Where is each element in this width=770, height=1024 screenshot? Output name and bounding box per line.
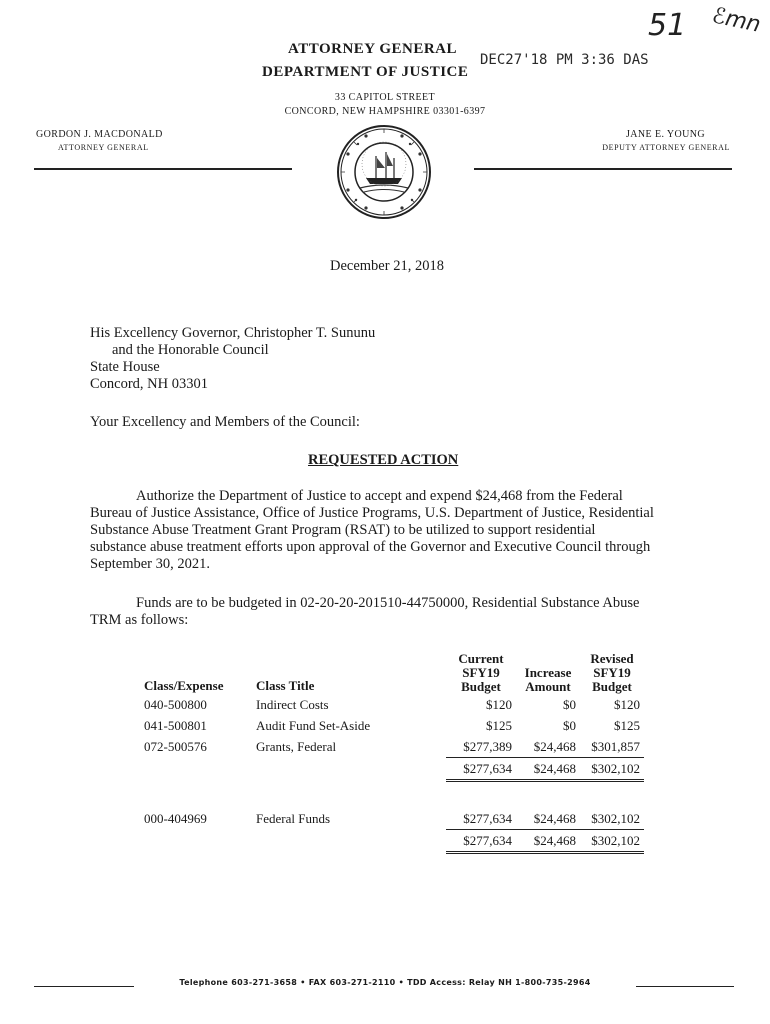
paragraph1-line: Bureau of Justice Assistance, Office of Justice Programs, U.S. Department of Justice, Residential — [90, 505, 654, 521]
table-row: 000-404969 Federal Funds $277,634 $24,468 $302,102 — [140, 808, 644, 830]
revenue-total-revised: $302,102 — [580, 830, 644, 853]
paragraph2-line: Funds are to be budgeted in 02-20-20-201510-44750000, Residential Substance Abuse — [136, 595, 640, 611]
address-line: and the Honorable Council — [112, 342, 269, 358]
paragraph2-line: TRM as follows: — [90, 612, 189, 628]
state-seal-icon — [336, 124, 432, 220]
revenue-total-current: $277,634 — [446, 830, 516, 853]
expense-total-revised: $302,102 — [580, 758, 644, 781]
expense-total-row — [140, 758, 644, 781]
header-revised: Revised SFY19 Budget — [590, 651, 634, 694]
table-row: 040-500800 Indirect Costs $120 $0 $120 — [144, 696, 640, 712]
address-line: State House — [90, 359, 160, 375]
handwritten-initials: ℰmn — [709, 3, 763, 38]
paragraph1-line: Authorize the Department of Justice to accept and expend $24,468 from the Federal — [136, 488, 623, 504]
footer-contact: Telephone 603-271-3658 • FAX 603-271-2110 • TDD Access: Relay NH 1-800-735-2964 — [179, 978, 591, 987]
deputy-title: DEPUTY ATTORNEY GENERAL — [602, 143, 730, 152]
paragraph1-line: September 30, 2021. — [90, 556, 211, 572]
attorney-general-title: ATTORNEY GENERAL — [58, 143, 149, 152]
address-line: Concord, NH 03301 — [90, 376, 209, 392]
section-heading: REQUESTED ACTION — [308, 452, 459, 468]
letterhead-city: CONCORD, NEW HAMPSHIRE 03301-6397 — [284, 106, 486, 117]
table-row: 072-500576 Grants, Federal $277,389 $24,468 $301,857 — [140, 736, 644, 758]
letterhead-line2: DEPARTMENT OF JUSTICE — [262, 64, 469, 80]
letter-date: December 21, 2018 — [330, 258, 444, 274]
expense-total-increase: $24,468 — [516, 758, 580, 781]
header-current: Current SFY19 Budget — [458, 651, 504, 694]
letterhead-rule-left — [34, 168, 292, 170]
letterhead-line1: ATTORNEY GENERAL — [288, 41, 458, 57]
salutation: Your Excellency and Members of the Council: — [90, 414, 360, 430]
header-class-expense: Class/Expense — [144, 678, 224, 693]
header-increase: Increase Amount — [524, 665, 572, 694]
address-line: His Excellency Governor, Christopher T. Sununu — [90, 325, 376, 341]
deputy-name: JANE E. YOUNG — [626, 129, 705, 140]
paragraph1-line: substance abuse treatment efforts upon approval of the Governor and Executive Council through — [90, 539, 651, 555]
attorney-general-name: GORDON J. MACDONALD — [36, 129, 163, 140]
letterhead-rule-right — [474, 168, 732, 170]
paragraph1-line: Substance Abuse Treatment Grant Program (RSAT) to be utilized to support residential — [90, 522, 596, 538]
expense-total-current: $277,634 — [446, 758, 516, 781]
header-class-title: Class Title — [256, 678, 315, 693]
table-header-row — [140, 652, 644, 694]
table-row: 041-500801 Audit Fund Set-Aside $125 $0 $125 — [144, 717, 640, 733]
revenue-total-row — [140, 830, 644, 853]
revenue-total-increase: $24,468 — [516, 830, 580, 853]
letterhead-street: 33 CAPITOL STREET — [334, 92, 436, 103]
budget-table — [140, 652, 644, 854]
handwritten-page-number: 51 — [648, 8, 687, 43]
received-stamp: DEC27'18 PM 3:36 DAS — [480, 52, 649, 68]
